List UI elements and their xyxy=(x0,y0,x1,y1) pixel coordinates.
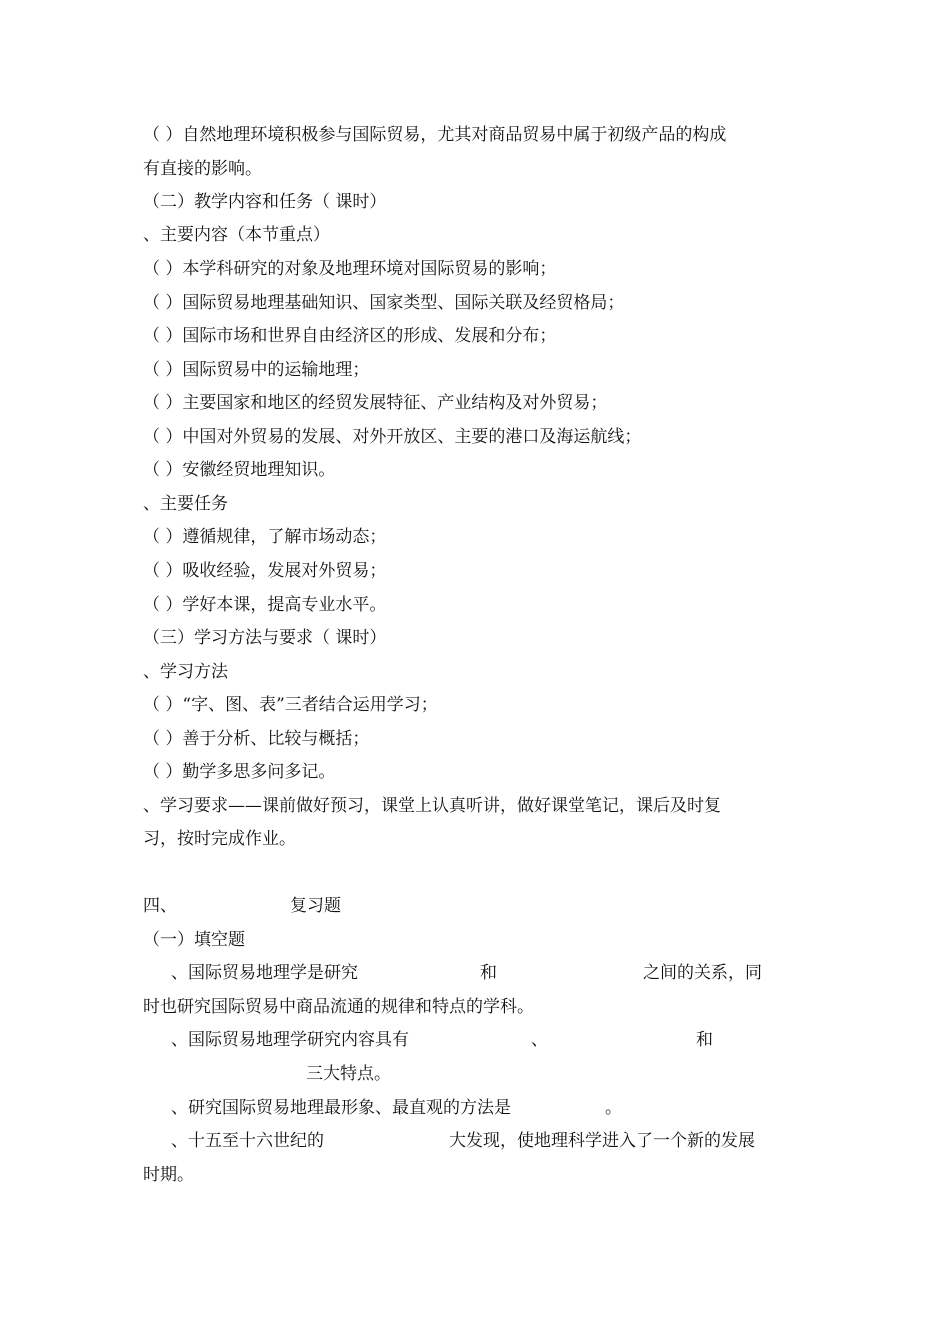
intro-line-1: （ ）自然地理环境积极参与国际贸易，尤其对商品贸易中属于初级产品的构成 xyxy=(143,125,727,145)
question-2-line-2 xyxy=(143,1063,813,1085)
method-item: （ ）勤学多思多问多记。 xyxy=(143,762,336,782)
content-item: （ ）国际贸易地理基础知识、国家类型、国际关联及经贸格局； xyxy=(143,293,625,313)
content-item: （ ）国际贸易中的运输地理； xyxy=(143,360,370,380)
section-4-number: 四、 xyxy=(143,896,177,916)
question-2-text-c: 和 xyxy=(696,1030,713,1050)
question-4-text-b: 大发现，使地理科学进入了一个新的发展 xyxy=(449,1131,755,1151)
content-item: （ ）国际市场和世界自由经济区的形成、发展和分布； xyxy=(143,326,557,346)
question-4-text-a: 、十五至十六世纪的 xyxy=(171,1131,324,1151)
question-2-text-a: 、国际贸易地理学研究内容具有 xyxy=(171,1030,409,1050)
question-1-line-2: 时也研究国际贸易中商品流通的规律和特点的学科。 xyxy=(143,997,534,1017)
question-2-text-b: 、 xyxy=(531,1030,548,1050)
question-2-line-1 xyxy=(143,1029,813,1051)
question-2-text-d: 三大特点。 xyxy=(306,1064,391,1084)
tasks-heading: 、主要任务 xyxy=(143,494,228,514)
main-content-heading: 、主要内容（本节重点） xyxy=(143,225,330,245)
content-item: （ ）主要国家和地区的经贸发展特征、产业结构及对外贸易； xyxy=(143,393,608,413)
question-1-text-c: 之间的关系，同 xyxy=(643,963,762,983)
task-item: （ ）学好本课，提高专业水平。 xyxy=(143,595,387,615)
content-item: （ ）中国对外贸易的发展、对外开放区、主要的港口及海运航线； xyxy=(143,427,642,447)
requirement-line-2: 习，按时完成作业。 xyxy=(143,829,296,849)
section-4-subtitle: （一）填空题 xyxy=(143,930,245,950)
section-4-heading xyxy=(143,895,813,917)
requirement-line-1: 、学习要求——课前做好预习，课堂上认真听讲，做好课堂笔记，课后及时复 xyxy=(143,796,721,816)
section-3-title: （三）学习方法与要求（ 课时） xyxy=(143,628,387,648)
method-item: （ ）“字、图、表”三者结合运用学习； xyxy=(143,695,438,715)
methods-heading: 、学习方法 xyxy=(143,662,228,682)
question-4-line-2: 时期。 xyxy=(143,1165,194,1185)
content-item: （ ）安徽经贸地理知识。 xyxy=(143,460,336,480)
task-item: （ ）吸收经验，发展对外贸易； xyxy=(143,561,387,581)
method-item: （ ）善于分析、比较与概括； xyxy=(143,729,370,749)
question-3-text-b: 。 xyxy=(605,1098,622,1118)
task-item: （ ）遵循规律，了解市场动态； xyxy=(143,527,387,547)
question-1-line-1 xyxy=(143,962,813,984)
intro-line-2: 有直接的影响。 xyxy=(143,159,262,179)
question-3 xyxy=(143,1097,813,1119)
content-item: （ ）本学科研究的对象及地理环境对国际贸易的影响； xyxy=(143,259,557,279)
question-3-text-a: 、研究国际贸易地理最形象、最直观的方法是 xyxy=(171,1098,511,1118)
question-4-line-1 xyxy=(143,1130,813,1152)
question-1-text-b: 和 xyxy=(480,963,497,983)
section-4-title: 复习题 xyxy=(290,896,341,916)
section-2-title: （二）教学内容和任务（ 课时） xyxy=(143,192,387,212)
question-1-text-a: 、国际贸易地理学是研究 xyxy=(171,963,358,983)
